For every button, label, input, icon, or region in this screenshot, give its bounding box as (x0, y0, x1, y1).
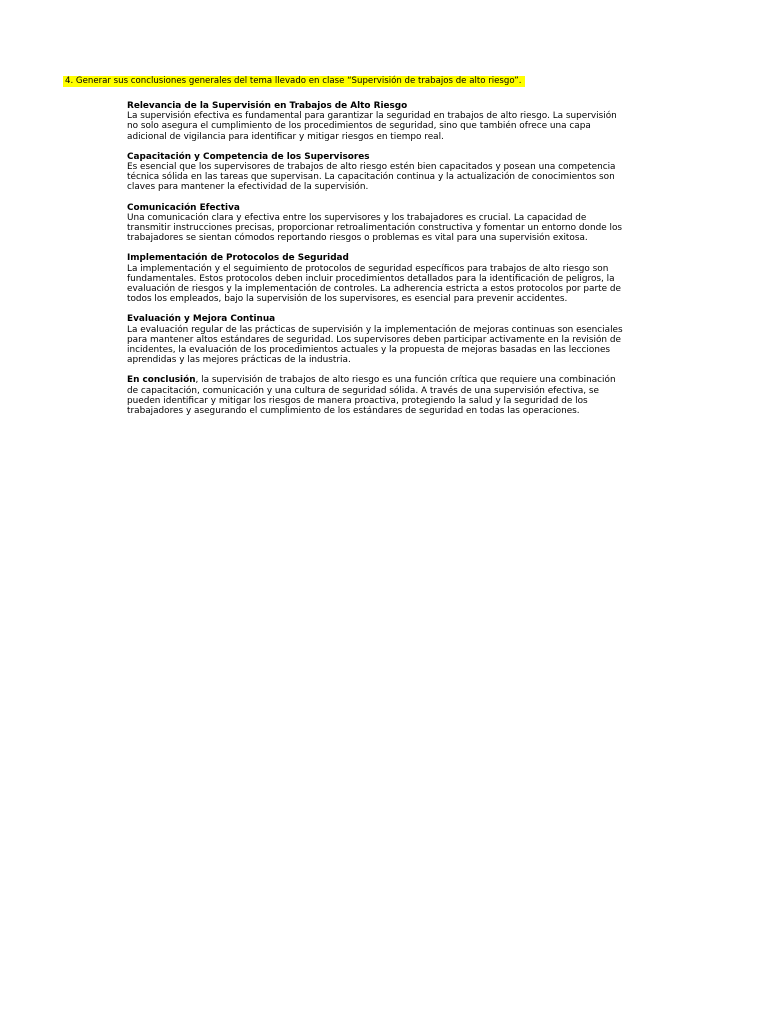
section-body: La supervisión efectiva es fundamental para garantizar la seguridad en trabajos de alto riesgo. La supervisión no solo asegura el cumplimiento de los procedimientos de seguridad, sino que también ofrece una capa adicional de vigilancia para identificar y mitigar riesgos en tiempo real. (127, 111, 617, 142)
question-highlight: 4. Generar sus conclusiones generales del tema llevado en clase “Supervisión de trabajos de alto riesgo”. (63, 76, 525, 87)
section-comunicacion (127, 203, 623, 244)
section-title: Relevancia de la Supervisión en Trabajos de Alto Riesgo (127, 101, 408, 111)
section-body: La evaluación regular de las prácticas de supervisión y la implementación de mejoras continuas son esenciales para mantener altos estándares de seguridad. Los supervisores deben participar activamente en la revisión de incidentes, la evaluación de los procedimientos actuales y la propuesta de mejoras basadas en las lecciones aprendidas y las mejores prácticas de la industria. (127, 324, 623, 366)
section-conclusion (127, 375, 623, 416)
section-title: Capacitación y Competencia de los Supervisores (127, 151, 370, 162)
section-protocolos (127, 253, 623, 304)
section-capacitacion (127, 152, 623, 193)
section-body: Una comunicación clara y efectiva entre los supervisores y los trabajadores es crucial. La capacidad de transmitir instrucciones precisas, proporcionar retroalimentación constructiva y fomentar un entorno donde los trabajadores se sientan cómodos reportando riesgos o problemas es vital para una supervisión exitosa. (127, 212, 623, 244)
section-title: Comunicación Efectiva (127, 202, 240, 213)
section-title: Evaluación y Mejora Continua (127, 314, 276, 325)
section-relevancia (127, 101, 623, 142)
section-title: Implementación de Protocolos de Seguridad (127, 253, 349, 264)
answer-content (127, 101, 623, 426)
conclusion-lead: En conclusión (127, 375, 196, 386)
section-body: Es esencial que los supervisores de trabajos de alto riesgo estén bien capacitados y posean una competencia técnica sólida en las tareas que supervisan. La capacitación continua y la actualización de conocimientos son claves para mantener la efectividad de la supervisión. (127, 162, 616, 193)
section-body: La implementación y el seguimiento de protocolos de seguridad específicos para trabajos de alto riesgo son fundamentales. Estos protocolos deben incluir procedimientos detallados para la identificación de peligros, la evaluación de riesgos y la implementación de controles. La adherencia estricta a estos protocolos por parte de todos los empleados, bajo la supervisión de los supervisores, es esencial para prevenir accidentes. (127, 263, 621, 305)
conclusion-text: , la supervisión de trabajos de alto riesgo es una función crítica que requiere una combinación de capacitación, comunicación y una cultura de seguridad sólida. A través de una supervisión efectiva, se pueden identificar y mitigar los riesgos de manera proactiva, protegiendo la salud y la seguridad de los trabajadores y asegurando el cumplimiento de los estándares de seguridad en todas las operaciones. (127, 375, 616, 417)
section-evaluacion (127, 314, 623, 365)
